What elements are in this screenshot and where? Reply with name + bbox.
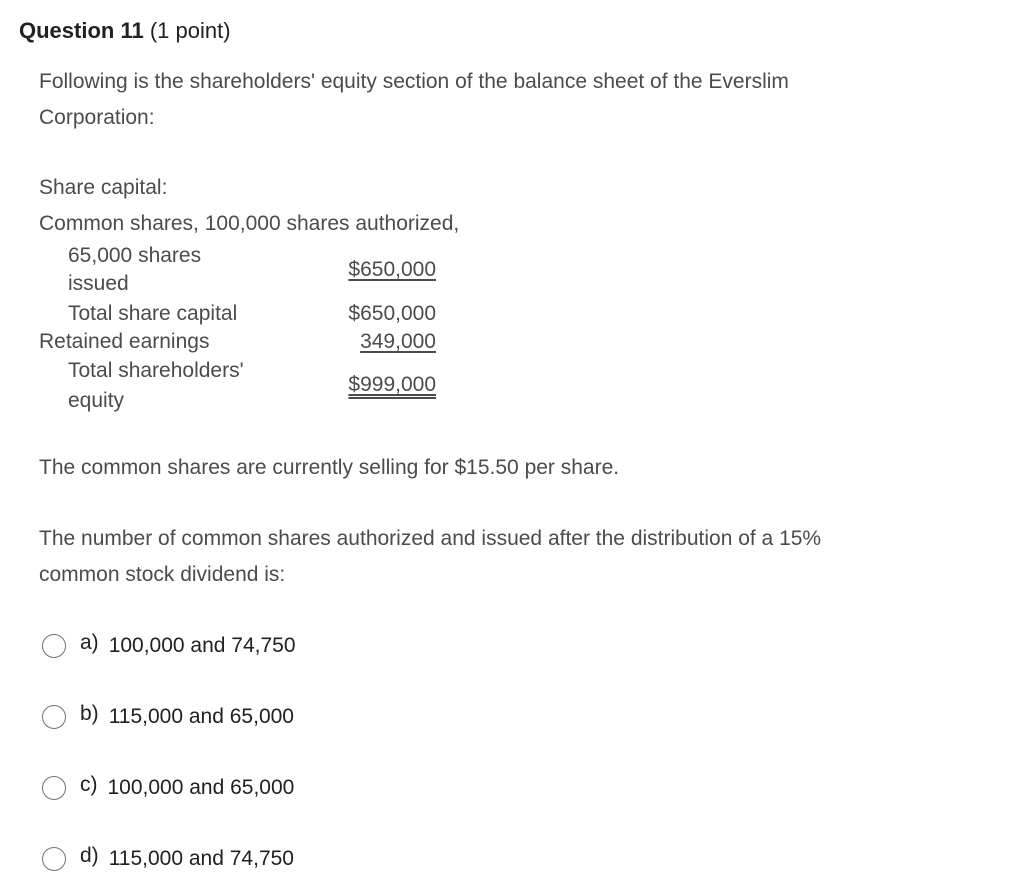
- prompt-line-1: The number of common shares authorized and issued after the distribution of a 15%: [39, 527, 822, 550]
- total-equity-label-1: Total shareholders': [68, 359, 244, 382]
- total-share-capital-amount: $650,000: [348, 302, 436, 325]
- choice-text-c: 100,000 and 65,000: [107, 776, 295, 799]
- radio-button-b[interactable]: [42, 705, 66, 729]
- radio-button-c[interactable]: [42, 776, 66, 800]
- choice-letter-b: b): [80, 702, 99, 725]
- choice-letter-a: a): [80, 631, 99, 654]
- question-header: [19, 18, 231, 44]
- radio-button-a[interactable]: [42, 634, 66, 658]
- choice-letter-d: d): [80, 844, 99, 867]
- choice-letter-c: c): [80, 773, 98, 796]
- choice-c[interactable]: [42, 771, 294, 805]
- shares-issued-label-2: issued: [68, 272, 129, 295]
- prompt-line-2: common stock dividend is:: [39, 563, 286, 586]
- price-note: The common shares are currently selling for $15.50 per share.: [39, 456, 620, 479]
- choice-a[interactable]: [42, 629, 296, 663]
- retained-earnings-label: Retained earnings: [39, 330, 210, 353]
- choice-text-d: 115,000 and 74,750: [108, 847, 294, 870]
- common-shares-line: Common shares, 100,000 shares authorized,: [39, 212, 460, 235]
- retained-earnings-amount: 349,000: [360, 330, 436, 353]
- choice-text-b: 115,000 and 65,000: [108, 705, 294, 728]
- intro-line-1: Following is the shareholders' equity section of the balance sheet of the Everslim: [39, 70, 789, 93]
- radio-button-d[interactable]: [42, 847, 66, 871]
- total-equity-label-2: equity: [68, 389, 125, 412]
- shares-issued-label-1: 65,000 shares: [68, 244, 202, 267]
- question-points: (1 point): [149, 18, 231, 43]
- share-capital-heading: Share capital:: [39, 176, 168, 199]
- choice-b[interactable]: [42, 700, 294, 734]
- choice-d[interactable]: [42, 842, 294, 876]
- question-title: Question 11: [19, 18, 144, 43]
- total-share-capital-label: Total share capital: [68, 302, 238, 325]
- intro-line-2: Corporation:: [39, 106, 155, 129]
- total-equity-amount: $999,000: [348, 373, 436, 396]
- choice-text-a: 100,000 and 74,750: [108, 634, 296, 657]
- shares-issued-amount: $650,000: [348, 258, 436, 281]
